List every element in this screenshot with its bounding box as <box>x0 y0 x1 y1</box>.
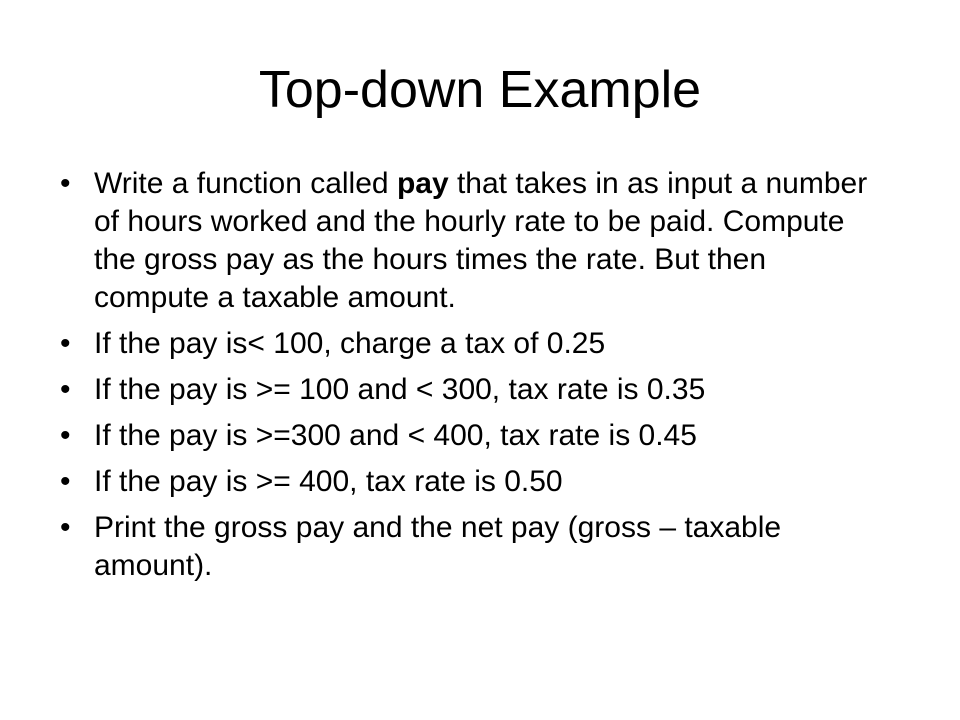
bullet-list <box>56 165 876 593</box>
bullet-item-2 <box>56 325 876 363</box>
bullet-text: If the pay is >=300 and < 400, tax rate is 0.45 <box>94 419 697 452</box>
bullet-dot-icon: • <box>60 373 71 406</box>
bullet-dot-icon: • <box>60 419 71 452</box>
bullet-text: Print the gross pay and the net pay (gross – taxable amount). <box>94 511 782 582</box>
bullet-keyword: pay <box>396 167 449 200</box>
bullet-text: If the pay is< 100, charge a tax of 0.25 <box>94 327 606 360</box>
bullet-dot-icon: • <box>60 511 71 544</box>
bullet-text-pre: Write a function called <box>94 167 397 200</box>
bullet-text: If the pay is >= 100 and < 300, tax rate is 0.35 <box>94 373 706 406</box>
bullet-dot-icon: • <box>60 167 71 200</box>
bullet-dot-icon: • <box>60 327 71 360</box>
bullet-text: If the pay is >= 400, tax rate is 0.50 <box>94 465 563 498</box>
bullet-dot-icon: • <box>60 465 71 498</box>
slide-title: Top-down Example <box>258 61 702 119</box>
bullet-text-post: that takes in as input a number of hours worked and the hourly rate to be paid. Compute the gross pay as the hours times the rate. But then compute a taxable amount. <box>94 167 868 314</box>
bullet-item-1 <box>56 165 876 317</box>
bullet-item-4 <box>56 417 876 455</box>
bullet-item-6 <box>56 509 876 585</box>
bullet-item-3 <box>56 371 876 409</box>
bullet-item-5 <box>56 463 876 501</box>
